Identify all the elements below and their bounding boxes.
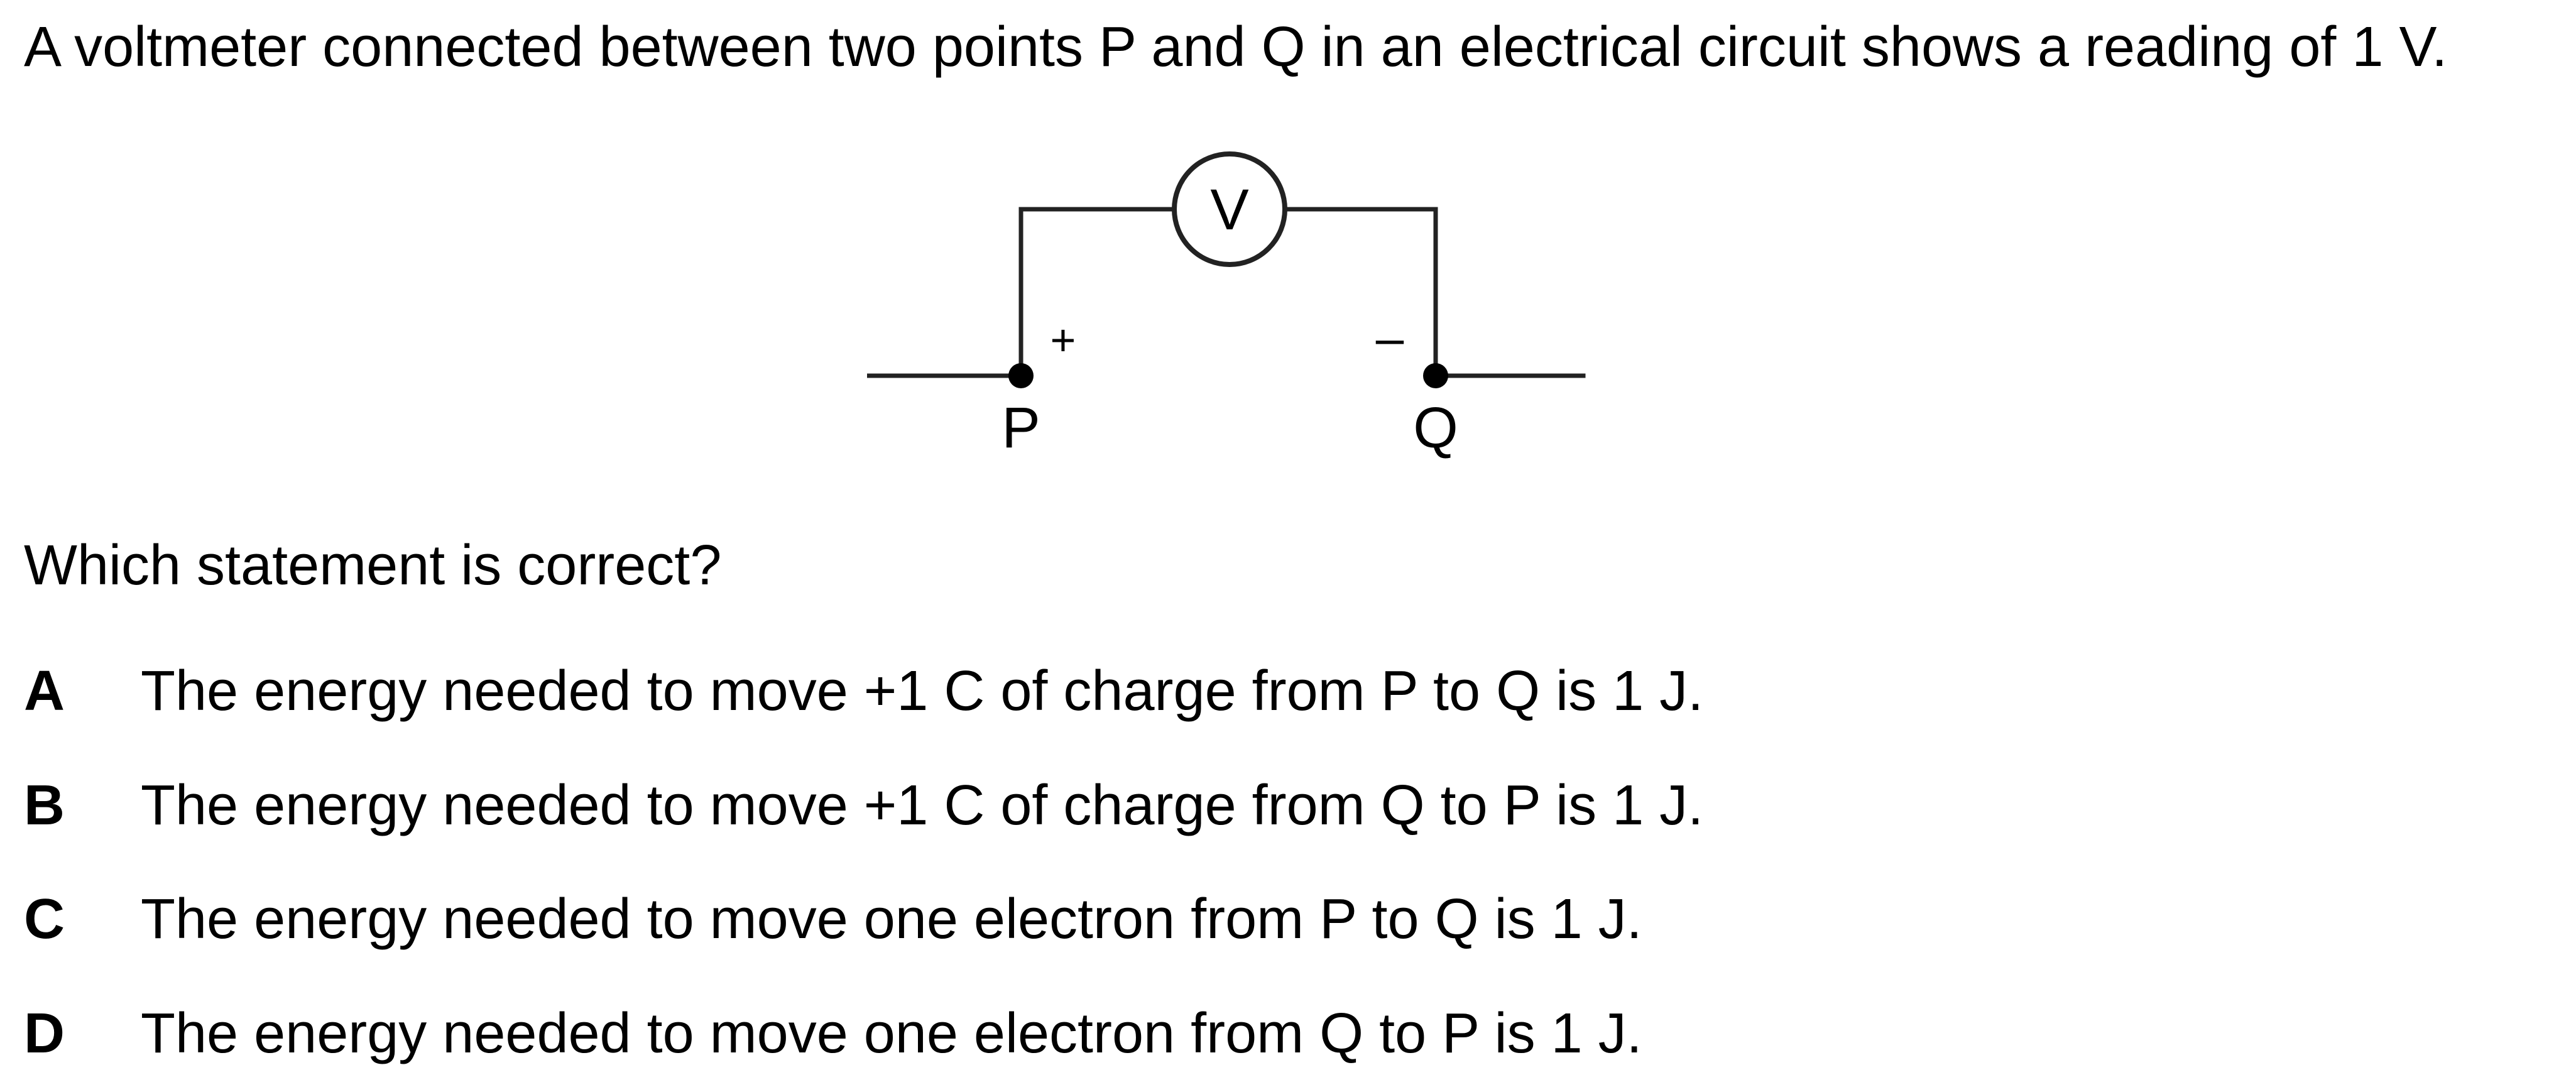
terminal-minus-sign: – — [1375, 310, 1404, 366]
voltmeter-circuit-diagram — [867, 141, 1596, 468]
option-b-letter: B — [24, 774, 65, 837]
terminal-plus-sign: + — [1050, 315, 1076, 364]
voltmeter-symbol: V — [1210, 178, 1249, 242]
option-d-letter: D — [24, 1002, 65, 1065]
point-p-dot — [1008, 363, 1034, 388]
option-a-text: The energy needed to move +1 C of charge from P to Q is 1 J. — [141, 660, 1704, 723]
option-c-letter: C — [24, 888, 65, 951]
option-a-letter: A — [24, 660, 65, 723]
point-p-label: P — [1001, 396, 1040, 460]
option-c-text: The energy needed to move one electron from P to Q is 1 J. — [141, 888, 1642, 951]
question-prompt: Which statement is correct? — [24, 534, 722, 597]
option-d-text: The energy needed to move one electron from Q to P is 1 J. — [141, 1002, 1642, 1065]
question-stem: A voltmeter connected between two points P and Q in an electrical circuit shows a reading of 1 V. — [24, 16, 2448, 79]
point-q-label: Q — [1413, 396, 1458, 460]
option-b-text: The energy needed to move +1 C of charge from Q to P is 1 J. — [141, 774, 1704, 837]
point-q-dot — [1423, 363, 1448, 388]
